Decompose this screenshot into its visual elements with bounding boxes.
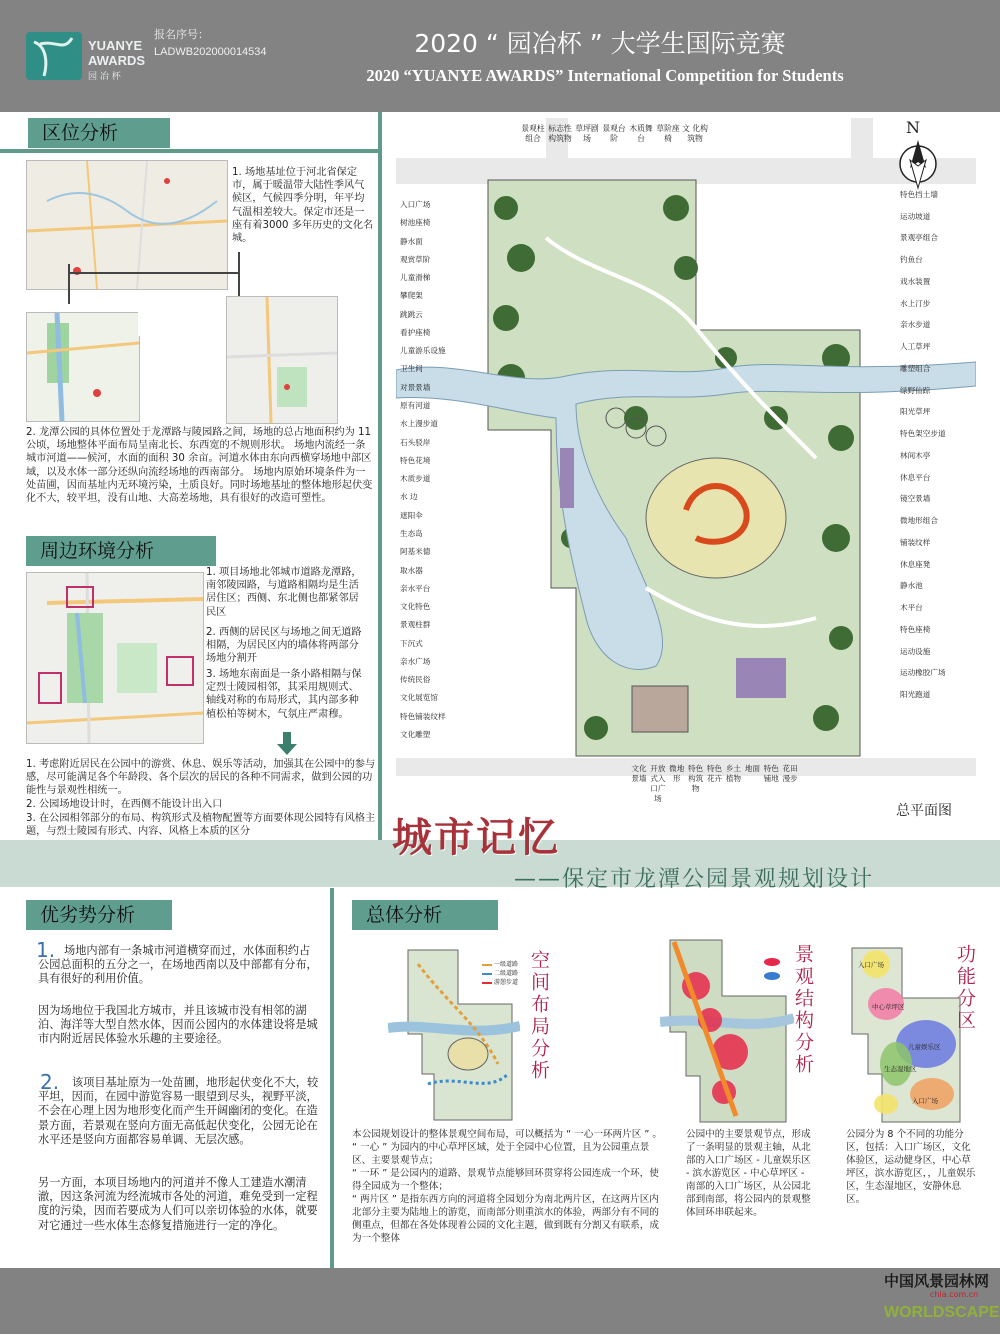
plan-right-label: 人工草坪 <box>900 342 931 352</box>
plan-top-label: 标志性构筑物 <box>548 124 572 143</box>
plan-left-label: 亲水平台 <box>400 583 431 593</box>
plan-left-label: 木质步道 <box>400 474 431 484</box>
plan-left-labels <box>400 200 458 740</box>
footer-brand-en: WORLDSCAPE <box>884 1304 1000 1321</box>
spatial-legend <box>482 960 522 987</box>
legend-label: 二级道路 <box>494 970 519 977</box>
analysis2-text: 公园中的主要景观节点，形成了一条明显的景观主轴，从北部的入口广场区 - 儿童娱乐区 - 滨水游览区 - 中心草坪区 - 南部的入口广场区，从公园北部到南部，将公园内的景观整体回环串联起来。 <box>686 1129 811 1218</box>
swot-p1a: 场地内部有一条城市河道横穿而过，水体面积约占公园总面积的五分之一，在场地西南以及中部都有分布，具有很好的利用价值。 <box>38 944 318 986</box>
surroundings-section-title: 周边环境分析 <box>26 536 216 566</box>
legend-swatch <box>482 982 492 984</box>
plan-right-label: 特色座椅 <box>900 624 931 634</box>
banner-subtitle: ——保定市龙潭公园景观规划设计 <box>514 867 875 892</box>
overall-section-title: 总体分析 <box>352 900 498 930</box>
legend-item <box>482 978 522 987</box>
location-map-3 <box>226 296 338 424</box>
map-connector-line <box>68 264 70 304</box>
plan-right-label: 亲水步道 <box>900 320 931 330</box>
location-map-1 <box>26 160 228 290</box>
plan-left-label: 卫生间 <box>400 364 423 374</box>
plan-right-label: 特色架空步道 <box>900 429 946 439</box>
plan-right-label: 微地形组合 <box>900 516 938 526</box>
plan-top-label: 景观台阶 <box>602 124 626 143</box>
zone-label: 生态湿地区 <box>884 1065 917 1073</box>
plan-left-label: 传统民俗 <box>400 675 431 685</box>
plan-bottom-labels <box>630 764 800 806</box>
swot-p2a: 该项目基址原为一处苗圃，地形起伏变化不大，较平坦，因而，在园中游览容易一眼望到尽头，视野平淡，不会在心理上因为地形变化而产生开阔幽闭的变化。在造景方面，若景观在竖向方面无高低起伏变化，公园无论在水平还是竖向方面都容易单调、无层次感。 <box>38 1076 319 1146</box>
plan-left-label: 特色铺装纹样 <box>400 711 446 721</box>
plan-bottom-label: 微地形 <box>669 764 685 783</box>
plan-left-label: 跳跳云 <box>400 309 423 319</box>
footer-brand-url: chla.com.cn <box>930 1290 979 1299</box>
plan-right-label: 静水池 <box>900 581 923 591</box>
analysis1-text: 本公园规划设计的整体景观空间布局，可以概括为 “ 一心一环两片区 ” 。 “ 一心 ” 为园内的中心草坪区域，处于全园中心位置，且为公园重点景区、主要景观节点； “ 一环 ” 是公园内的道路、景观节点能够回环贯穿将公园连成一个环，使得全园成为一个整体； “ 两片区 ” 是指东西方向的河道将全园划分为南北两片区，在这两片区内北部分主要为陆地上的游览，而南部分则重滨水的体验，两部分有不同的侧重点，但都在各处体现着公园的文化主题，做到既有分割又有联系，成为一个整体 <box>352 1129 662 1244</box>
plan-top-label: 景观柱组合 <box>521 124 545 143</box>
plan-top-label: 木质舞台 <box>629 124 653 143</box>
swot-num2: 2. <box>40 1070 60 1094</box>
plan-left-label: 生态岛 <box>400 528 423 538</box>
plan-left-label: 树池座椅 <box>400 218 431 228</box>
plan-right-label: 木平台 <box>900 603 923 613</box>
plan-right-label: 钓鱼台 <box>900 255 923 265</box>
analysis1-title: 空间布局分析 <box>528 950 550 1082</box>
location-para2: 2. 龙潭公园的具体位置处于龙潭路与陵园路之间，场地的总占地面积约为 11 公顷，场地整体平面布局呈南北长、东西宽的不规则形状。 场地内流经一条城市河道——候河，水面的面积 30 余亩。河道水体由东向西横穿场地中部区域，以及水体一部分还纵向流经场地的西南部分。 场地内原始环境条件为一处苗圃，因而基址内无环境污染，土质良好。同时场地基址的整体地形起伏变化不大，较平坦，没有山地、大高差场地，具有很好的改造可塑性。 <box>26 427 373 505</box>
legend-swatch <box>482 964 492 966</box>
swot-p1b: 因为场地位于我国北方城市，并且该城市没有相邻的湖泊、海洋等大型自然水体，因而公园内的水体建设将是城市内附近居民体验水乐趣的主要途径。 <box>38 1004 318 1046</box>
plan-right-label: 运动橡胶广场 <box>900 668 946 678</box>
plan-right-label: 林间木亭 <box>900 450 931 460</box>
frame-divider-vertical-lower <box>330 888 334 1268</box>
location-section-title: 区位分析 <box>28 118 170 148</box>
surroundings-para2: 2. 西侧的居民区与场地之间无道路相隔，为居民区内的墙体将两部分场地分割开 <box>206 627 362 665</box>
surroundings-para3: 3. 场地东南面是一条小路相隔与保定烈士陵园相邻，其采用规则式、轴线对称的布局形式，其内部多种植松柏等树木，气氛庄严肃穆。 <box>206 669 362 720</box>
plan-right-label: 绿野仙踪 <box>900 385 931 395</box>
plan-left-label: 遮阳伞 <box>400 510 423 520</box>
location-map-2 <box>26 312 140 422</box>
footer-bar <box>0 1268 1000 1334</box>
plan-bottom-label: 特色铺地 <box>763 764 779 783</box>
plan-left-label: 亲水广场 <box>400 656 431 666</box>
plan-right-label: 特色挡土墙 <box>900 190 938 199</box>
surroundings-c3: 3. 在公园相邻部分的布局、构筑形式及植物配置等方面要体现公园特有风格主题，与烈士陵园有形式、内容、风格上本质的区分 <box>26 813 376 838</box>
plan-right-label: 休息平台 <box>900 472 931 482</box>
zone-label: 入口广场 <box>858 961 884 969</box>
map-connector-line <box>238 252 240 296</box>
plan-left-label: 文化特色 <box>400 602 431 612</box>
plan-left-label: 阿基米德 <box>400 547 431 557</box>
plan-left-label: 儿童游乐设施 <box>400 346 446 356</box>
plan-right-label: 景观亭组合 <box>900 233 938 243</box>
master-plan-drawing <box>396 118 976 824</box>
plan-bottom-label: 特色构筑物 <box>688 764 704 793</box>
swot-p2b: 另一方面，本项目场地内的河道并不像人工建造水潮清澈，因这条河流为经流城市各处的河道，难免受到一定程度的污染，因而若要成为人们可以亲切体验的水体，就要对它通过一些水体生态修复措施进行一定的净化。 <box>38 1176 318 1232</box>
logo-line2: AWARDS <box>88 53 146 68</box>
plan-bottom-label: 特色花卉 <box>706 764 723 783</box>
north-label: N <box>906 118 920 137</box>
plan-bottom-label: 乡土植物 <box>725 764 742 783</box>
plan-right-label: 铺装纹样 <box>900 537 931 547</box>
plan-right-label: 镜空景墙 <box>900 494 931 504</box>
down-arrow-icon <box>276 732 298 760</box>
analysis3-text: 公园分为 8 个不同的功能分区，包括：入口广场区，文化体验区，运动健身区，中心草坪区，滨水游览区，，儿童娱乐区，生态湿地区，安静休息区。 <box>846 1129 976 1205</box>
yuanye-logo-icon <box>26 32 82 80</box>
plan-left-label: 特色花境 <box>400 455 431 465</box>
plan-right-label: 戏水装置 <box>900 276 931 286</box>
analysis2-title: 景观结构分析 <box>792 944 814 1076</box>
plan-bottom-label: 地面 <box>744 764 760 773</box>
plan-left-label: 攀爬架 <box>400 291 423 301</box>
zone-label: 中心草坪区 <box>872 1003 905 1011</box>
plan-caption: 总平面图 <box>896 803 952 819</box>
frame-divider-vertical <box>378 112 382 844</box>
plan-left-label: 水上漫步道 <box>400 419 438 429</box>
plan-left-label: 对景景墙 <box>400 382 431 392</box>
plan-left-label: 入口广场 <box>400 200 431 209</box>
plan-bottom-label: 开放式入口广场 <box>650 764 666 803</box>
plan-left-label: 景观柱群 <box>400 620 431 630</box>
plan-right-label: 运动坡道 <box>900 211 931 221</box>
frame-line-top <box>0 149 380 153</box>
plan-left-label: 静水面 <box>400 236 423 246</box>
legend-label: 游憩步道 <box>494 979 519 986</box>
plan-bottom-label: 文化景墙 <box>631 764 647 783</box>
swot-section-title: 优劣势分析 <box>26 900 172 930</box>
location-map-mask <box>138 296 228 336</box>
surroundings-map <box>26 572 204 744</box>
plan-left-label: 石头驳岸 <box>400 437 431 447</box>
plan-right-labels <box>900 190 980 700</box>
plan-top-labels <box>520 124 720 158</box>
plan-right-label: 运动设施 <box>900 646 931 656</box>
regno-value: LADWB202000014534 <box>154 46 267 58</box>
analysis3-title: 功能分区 <box>954 944 976 1032</box>
legend-item <box>482 960 522 969</box>
logo-line1: YUANYE <box>88 38 143 53</box>
legend-label: 一级道路 <box>494 961 519 968</box>
plan-left-label: 文化展览馆 <box>400 693 438 703</box>
surroundings-c1: 1. 考虑附近居民在公园中的游赏、休息、娱乐等活动，加强其在公园中的参与感，尽可能满足各个年龄段、各个层次的居民的各种不同需求，做到公园的功能性与景观性相统一。 <box>26 759 376 797</box>
legend-swatch <box>482 973 492 975</box>
plan-left-label: 取水器 <box>400 565 423 575</box>
master-plan-panel <box>396 118 976 824</box>
regno-label: 报名序号： <box>154 28 209 41</box>
plan-top-label: 草阶座椅 <box>656 124 680 143</box>
plan-right-label: 阳光跑道 <box>900 690 931 699</box>
map-connector-line <box>68 272 238 274</box>
plan-right-label: 阳光草坪 <box>900 407 931 417</box>
plan-right-label: 休息座凳 <box>900 559 931 569</box>
plan-bottom-label: 花田漫步 <box>782 764 798 783</box>
plan-left-label: 下沉式 <box>400 638 423 648</box>
logo-cn: 园 冶 杯 <box>88 72 121 82</box>
location-para1: 1. 场地基址位于河北省保定市，属于暖温带大陆性季风气候区，气候四季分明，年平均气温相差较大。保定市还是一座有着3000 多年历史的文化名城。 <box>232 167 374 245</box>
swot-num1: 1. <box>36 938 56 962</box>
title-cn: 2020 “ 园冶杯 ” 大学生国际竞赛 <box>414 29 786 58</box>
banner-title: 城市记忆 <box>392 814 560 861</box>
zone-labels <box>850 946 964 1122</box>
zone-label: 儿童娱乐区 <box>908 1043 941 1051</box>
plan-left-label: 儿童滑梯 <box>400 273 431 283</box>
plan-top-label: 草坪剧场 <box>575 124 599 143</box>
surroundings-para1: 1. 项目场地北邻城市道路龙潭路，南邻陵园路，与道路相隔均是生活居住区；西侧、东北侧也都紧邻居民区 <box>206 567 362 618</box>
plan-top-label: 文 化构筑物 <box>682 124 708 143</box>
landscape-structure-diagram <box>660 936 794 1126</box>
legend-item <box>482 969 522 978</box>
surroundings-c2: 2. 公园场地设计时，在西侧不能设计出入口 <box>26 799 223 810</box>
footer-brand-cn: 中国风景园林网 <box>884 1272 990 1290</box>
zone-label: 入口广场 <box>912 1097 938 1105</box>
plan-left-label: 水 边 <box>400 492 418 502</box>
plan-left-label: 文化雕塑 <box>400 730 431 739</box>
logo-text <box>88 38 145 68</box>
plan-right-label: 雕塑组合 <box>900 363 931 373</box>
title-en: 2020 “YUANYE AWARDS” International Competition for Students <box>366 66 844 85</box>
plan-right-label: 水上汀步 <box>900 298 931 308</box>
plan-left-label: 原有河道 <box>400 401 431 411</box>
plan-left-label: 看护座椅 <box>400 327 431 337</box>
plan-left-label: 观赏草阶 <box>400 254 431 264</box>
